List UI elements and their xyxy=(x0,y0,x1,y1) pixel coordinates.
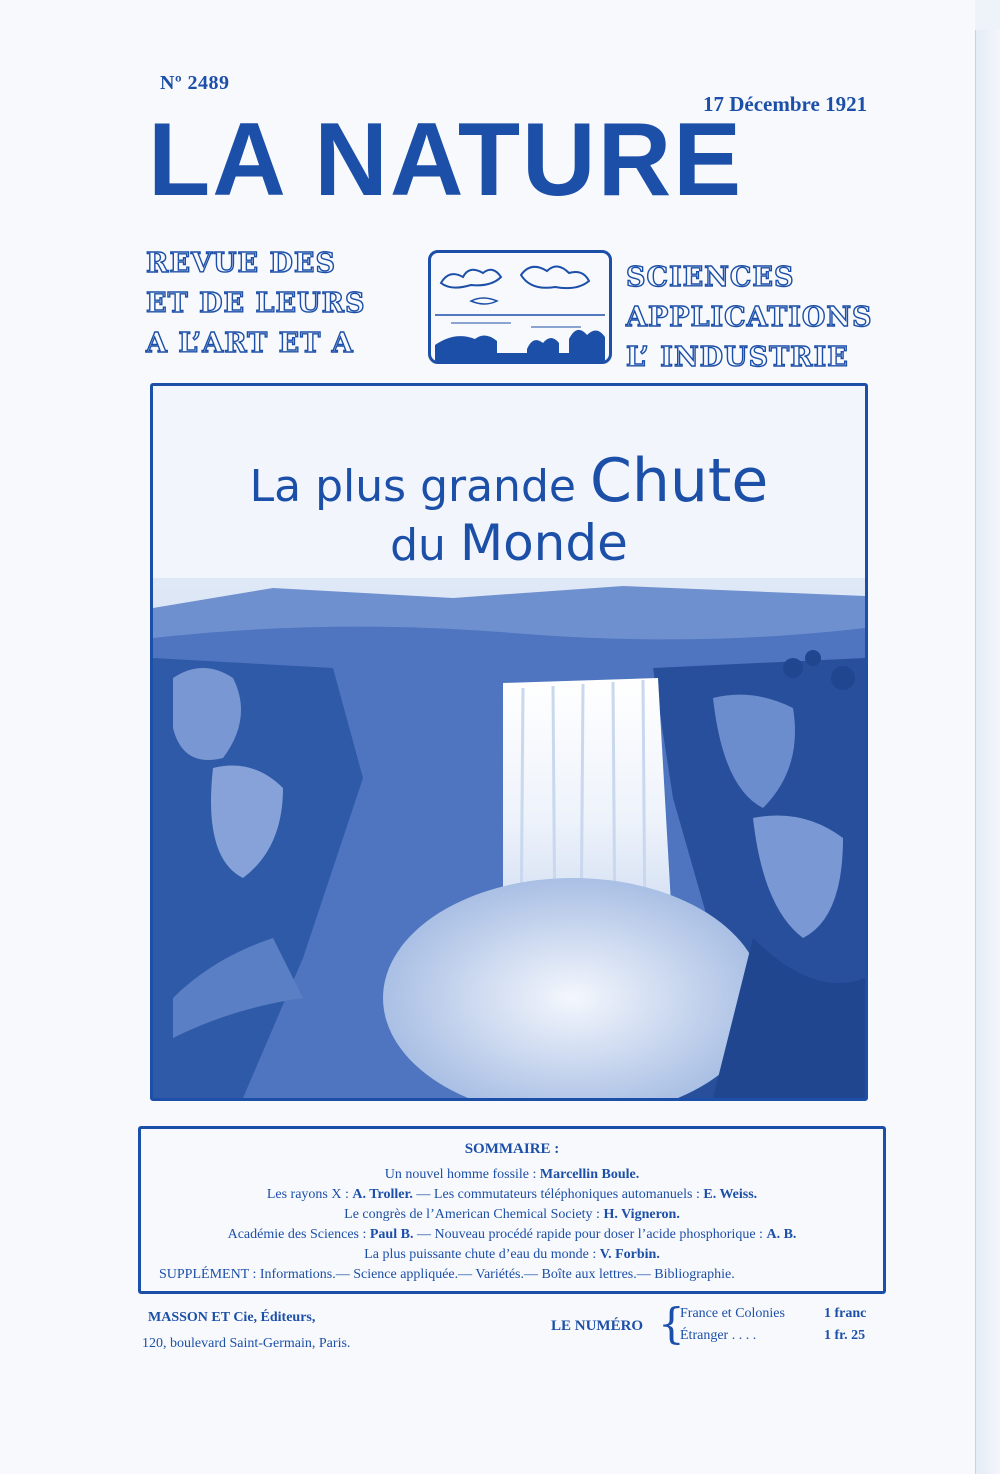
cover-title-text: La plus grande xyxy=(249,461,590,512)
publisher-address: 120, boulevard Saint-Germain, Paris. xyxy=(142,1336,351,1351)
subtitle-right-line: APPLICATIONS xyxy=(626,302,873,333)
list-item xyxy=(141,1187,883,1203)
waterfall-photo xyxy=(153,578,865,1098)
entry-author: Marcellin Boule. xyxy=(539,1167,640,1182)
publisher-name: MASSON ET Cie, Éditeurs, xyxy=(148,1310,316,1325)
cover-title-emphasis: Chute xyxy=(589,446,769,516)
supplement-line: SUPPLÉMENT : Informations.— Science appliquée.— Variétés.— Boîte aux lettres.— Bibliographie. xyxy=(159,1267,735,1282)
entry-topic: Les rayons X : xyxy=(266,1187,353,1202)
sommaire-heading: SOMMAIRE : xyxy=(464,1141,560,1157)
subtitle-left-line: REVUE DES xyxy=(146,248,336,279)
entry-topic: Académie des Sciences : xyxy=(227,1227,370,1242)
subtitle-right-line: SCIENCES xyxy=(626,262,795,293)
entry-author: E. Weiss. xyxy=(703,1187,758,1202)
table-of-contents xyxy=(138,1126,886,1294)
entry-topic: Le congrès de l’American Chemical Society : xyxy=(344,1207,604,1222)
list-item xyxy=(141,1207,883,1223)
entry-author: A. B. xyxy=(766,1227,797,1242)
list-item xyxy=(141,1227,883,1243)
list-item xyxy=(141,1167,883,1183)
price-region: Étranger . . . . xyxy=(680,1328,757,1343)
price-value: 1 fr. 25 xyxy=(824,1328,866,1343)
cover-title-line-2 xyxy=(153,514,865,572)
price-region: France et Colonies xyxy=(680,1306,785,1321)
subtitle-left-line: ET DE LEURS xyxy=(146,288,366,319)
masthead-title: LA NATURE xyxy=(148,102,744,218)
entry-author: Paul B. xyxy=(369,1227,414,1242)
cover-title-text: du xyxy=(390,520,460,571)
issue-number: Nº 2489 xyxy=(160,72,230,94)
price-row xyxy=(680,1306,867,1322)
cover-title-emphasis: Monde xyxy=(459,514,628,572)
entry-topic: — Nouveau procédé rapide pour doser l’acide phosphorique : xyxy=(413,1227,767,1242)
issue-date: 17 Décembre 1921 xyxy=(703,92,868,116)
entry-author: H. Vigneron. xyxy=(603,1207,680,1222)
cover-title-line-1 xyxy=(153,446,865,516)
subtitle-left xyxy=(146,244,366,364)
entry-topic: Un nouvel homme fossile : xyxy=(384,1167,540,1182)
subtitle-left-line: A L’ART ET A xyxy=(146,328,354,359)
subtitle-right xyxy=(626,258,873,378)
entry-topic: — Les commutateurs téléphoniques automanuels : xyxy=(412,1187,704,1202)
page-edge xyxy=(975,30,1000,1474)
price-label: LE NUMÉRO xyxy=(551,1318,644,1334)
entry-author: A. Troller. xyxy=(352,1187,413,1202)
price-value: 1 franc xyxy=(824,1306,867,1321)
entry-author: V. Forbin. xyxy=(599,1247,660,1262)
entry-topic: La plus puissante chute d’eau du monde : xyxy=(364,1247,600,1262)
landscape-vignette-icon xyxy=(428,250,612,364)
cover-illustration-frame xyxy=(150,383,868,1101)
subtitle-right-line: L’ INDUSTRIE xyxy=(626,342,849,373)
list-item xyxy=(141,1247,883,1263)
price-row xyxy=(680,1328,866,1344)
brace-glyph: { xyxy=(658,1299,685,1348)
